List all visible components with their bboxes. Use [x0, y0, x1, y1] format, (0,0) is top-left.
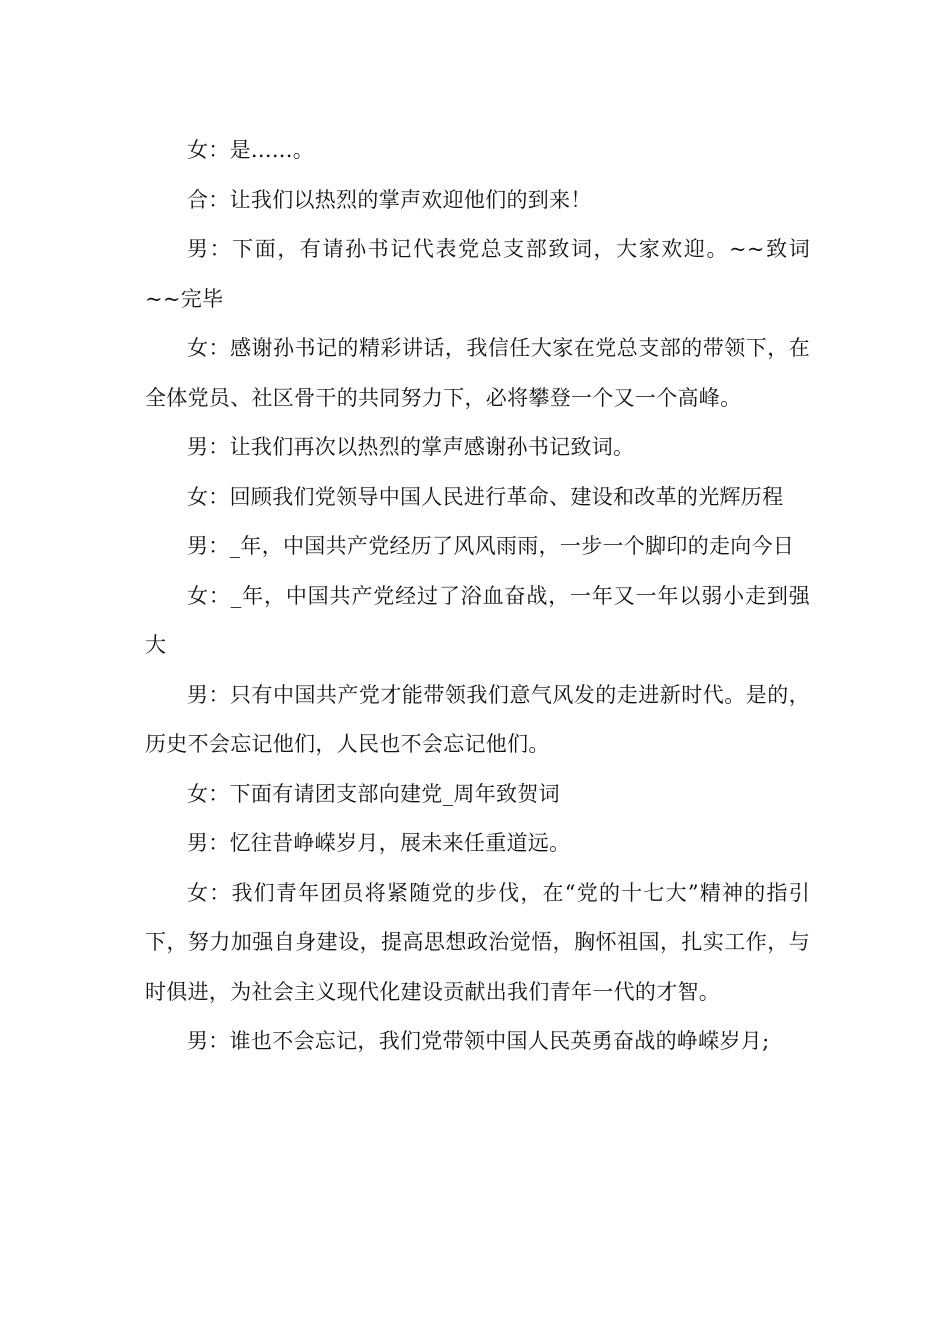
paragraph: 女：回顾我们党领导中国人民进行革命、建设和改革的光辉历程 — [187, 484, 784, 509]
paragraph: 男：谁也不会忘记，我们党带领中国人民英勇奋战的峥嵘岁月; — [187, 1029, 770, 1053]
paragraph: 男：忆往昔峥嵘岁月，展未来任重道远。 — [187, 831, 571, 855]
paragraph: 男：_年，中国共产党经历了风风雨雨，一步一个脚印的走向今日 — [187, 534, 795, 558]
paragraph: 女：是......。 — [187, 138, 315, 162]
document-body — [145, 126, 810, 1067]
paragraph: 女：下面有请团支部向建党_周年致贺词 — [187, 781, 560, 806]
paragraph: 合：让我们以热烈的掌声欢迎他们的到来！ — [187, 187, 592, 212]
paragraph: 男：下面，有请孙书记代表党总支部致词，大家欢迎。~~致词~~完毕 — [145, 237, 810, 311]
paragraph: 男：只有中国共产党才能带领我们意气风发的走进新时代。是的，历史不会忘记他们，人民也不会忘记他们。 — [145, 682, 810, 756]
paragraph: 女：_年，中国共产党经过了浴血奋战，一年又一年以弱小走到强大 — [145, 583, 810, 657]
paragraph: 女：我们青年团员将紧随党的步伐，在“党的十七大”精神的指引下，努力加强自身建设，提高思想政治觉悟，胸怀祖国，扎实工作，与时俱进，为社会主义现代化建设贡献出我们青年一代的才智。 — [145, 880, 810, 1004]
paragraph: 男：让我们再次以热烈的掌声感谢孙书记致词。 — [187, 435, 635, 459]
paragraph: 女：感谢孙书记的精彩讲话，我信任大家在党总支部的带领下，在全体党员、社区骨干的共同努力下，必将攀登一个又一个高峰。 — [145, 336, 810, 410]
